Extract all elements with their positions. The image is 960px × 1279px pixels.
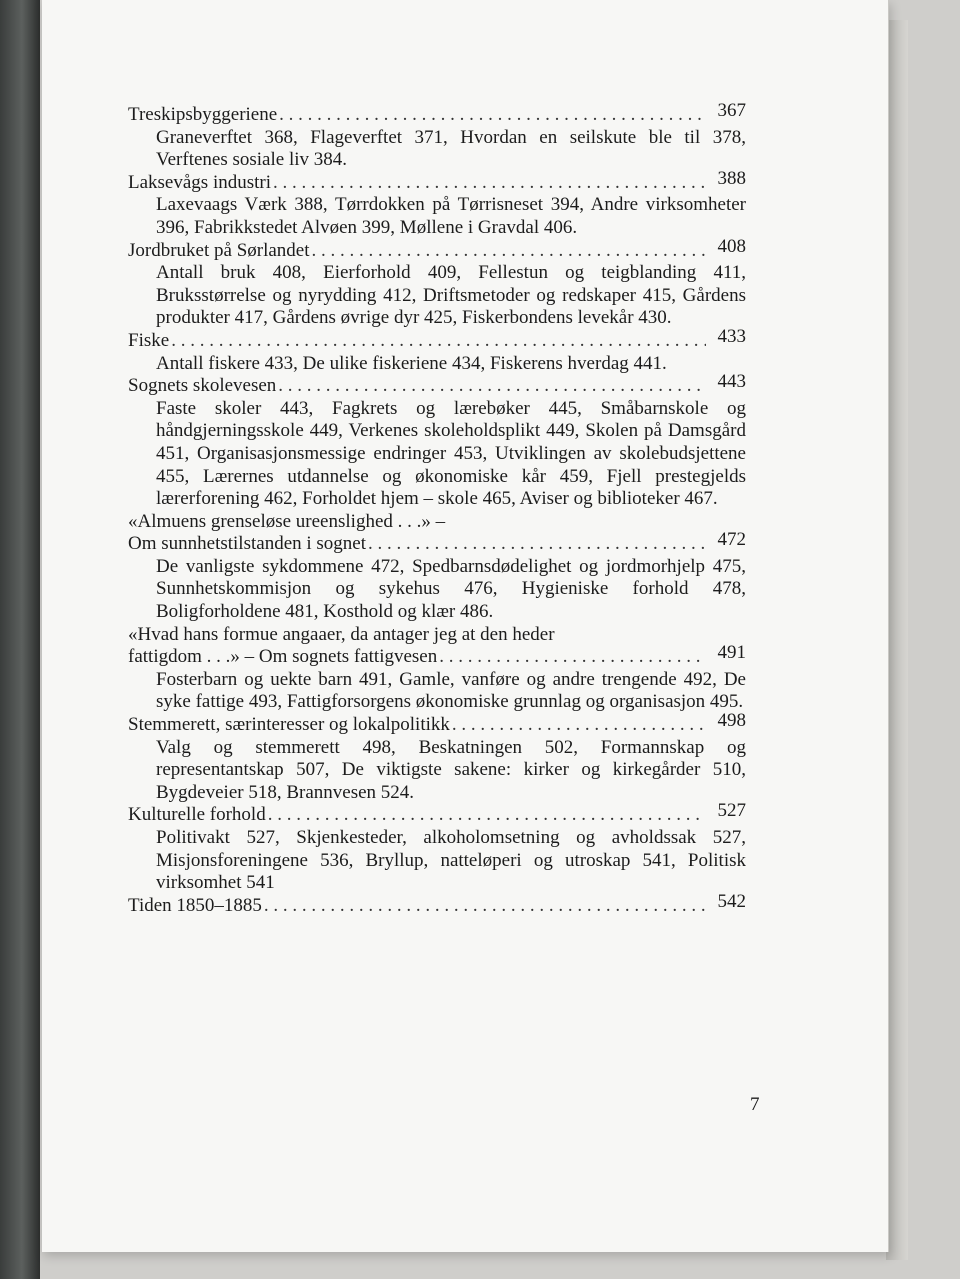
toc-entry-title: Treskipsbyggeriene xyxy=(128,104,278,125)
toc-entry-subsections: Antall fiskere 433, De ulike fiskeriene 434, Fiskerens hverdag 441. xyxy=(156,352,667,374)
toc-entry-title-line1: «Almuens grenseløse ureenslighed . . .» – xyxy=(128,510,446,532)
toc-entry-lokalpolitikk xyxy=(128,710,746,804)
leader-dots xyxy=(273,172,706,195)
table-of-contents xyxy=(128,100,746,917)
toc-entry-title: Jordbruket på Sørlandet xyxy=(128,239,310,261)
toc-entry-kulturelle-forhold xyxy=(128,800,746,894)
leader-dots xyxy=(278,375,706,398)
toc-entry-page: 388 xyxy=(717,167,746,189)
leader-dots xyxy=(268,804,706,827)
toc-entry-title: fattigdom . . .» – Om sognets fattigvesen xyxy=(128,646,438,668)
toc-entry-subsections: De vanligste sykdommene 472, Spedbarnsdødelighet og jordmorhjelp 475, Sunnhetskommisjon og sykehus 476, Hygieniske forhold 478, Boligforholdene 481, Kosthold og klær 486. xyxy=(156,555,746,623)
toc-entry-subsections: Graneverftet 368, Flageverftet 371, Hvordan en seilskute ble til 378, Verftenes sosiale liv 384. xyxy=(156,126,746,171)
toc-entry-title: Sognets skolevesen xyxy=(128,375,277,397)
leader-dots xyxy=(439,646,706,669)
leader-dots xyxy=(312,240,706,263)
toc-entry-title-line1: «Hvad hans formue angaaer, da antager jeg at den heder xyxy=(128,623,555,645)
toc-entry-fattigvesen xyxy=(128,624,746,714)
toc-entry-subsections: Fosterbarn og uekte barn 491, Gamle, vanføre og andre trengende 492, De syke fattige 493, Fattigforsorgens økonomiske grunnlag og organisasjon 495. xyxy=(156,668,746,713)
toc-entry-title: Fiske xyxy=(128,329,170,351)
toc-entry-page: 443 xyxy=(717,371,746,393)
toc-entry-fiske xyxy=(128,325,746,375)
leader-dots xyxy=(368,533,706,556)
toc-entry-title: Stemmerett, særinteresser og lokalpolitikk xyxy=(128,714,450,736)
toc-entry-subsections: Faste skoler 443, Fagkrets og lærebøker 445, Småbarnskole og håndgjerningsskole 449, Verkenes skoleholdsplikt 449, Skolen på Damsgård 451, Organisasjonsmessige endringer 453, Utviklingen av skolebudsjettene 455, Lærernes utdannelse og økonomiske kår 459, Fjell prestegjelds lærerforening 462, Forholdet hjem – skole 465, Aviser og biblioteker 467. xyxy=(156,397,746,510)
toc-entry-page: 433 xyxy=(717,325,746,347)
toc-entry-page: 542 xyxy=(717,890,746,912)
toc-entry-title: Kulturelle forhold xyxy=(128,804,266,826)
toc-entry-page: 408 xyxy=(717,235,746,257)
toc-entry-subsections: Antall bruk 408, Eierforhold 409, Fellestun og teigblanding 411, Bruksstørrelse og nyrydding 412, Driftsmetoder og redskaper 415, Gårdens produkter 417, Gårdens øvrige dyr 425, Fiskerbondens levekår 430. xyxy=(156,262,746,329)
toc-entry-laksevag-industri xyxy=(128,167,746,240)
toc-entry-sunnhetstilstanden xyxy=(128,511,746,624)
page-number: 7 xyxy=(750,1094,760,1115)
toc-entry-page: 498 xyxy=(717,710,746,732)
toc-entry-title: Om sunnhetstilstanden i sognet xyxy=(128,533,367,555)
toc-entry-subsections: Politivakt 527, Skjenkesteder, alkoholomsetning og avholdssak 527, Misjonsforeningene 536, Bryllup, natteløperi og utroskap 541, Politisk virksomhet 541 xyxy=(156,827,746,894)
book-spine xyxy=(0,0,40,1279)
toc-entry-page: 491 xyxy=(717,642,746,664)
toc-entry-subsections: Valg og stemmerett 498, Beskatningen 502, Formannskap og representantskap 507, De viktigste sakene: kirker og kirkegårder 510, Bygdeveier 518, Brannvesen 524. xyxy=(156,736,746,803)
leader-dots xyxy=(452,714,706,737)
toc-entry-title: Laksevågs industri xyxy=(128,171,272,193)
toc-entry-title: Tiden 1850–1885 xyxy=(128,894,262,916)
toc-entry-jordbruket xyxy=(128,235,746,330)
leader-dots xyxy=(171,330,706,353)
toc-entry-skolevesen xyxy=(128,371,746,511)
toc-entry-page: 527 xyxy=(717,800,746,822)
toc-entry-page: 472 xyxy=(717,529,746,551)
book-page-edge xyxy=(886,20,908,1260)
leader-dots xyxy=(264,895,706,918)
toc-entry-tiden-1850-1885 xyxy=(128,890,746,918)
toc-entry-treskipsbyggeriene xyxy=(128,100,746,172)
toc-entry-page: 367 xyxy=(717,100,746,121)
toc-entry-subsections: Laxevaags Værk 388, Tørrdokken på Tørrisneset 394, Andre virksomheter 396, Fabrikkstedet Alvøen 399, Møllene i Gravdal 406. xyxy=(156,194,746,238)
leader-dots xyxy=(279,104,706,127)
